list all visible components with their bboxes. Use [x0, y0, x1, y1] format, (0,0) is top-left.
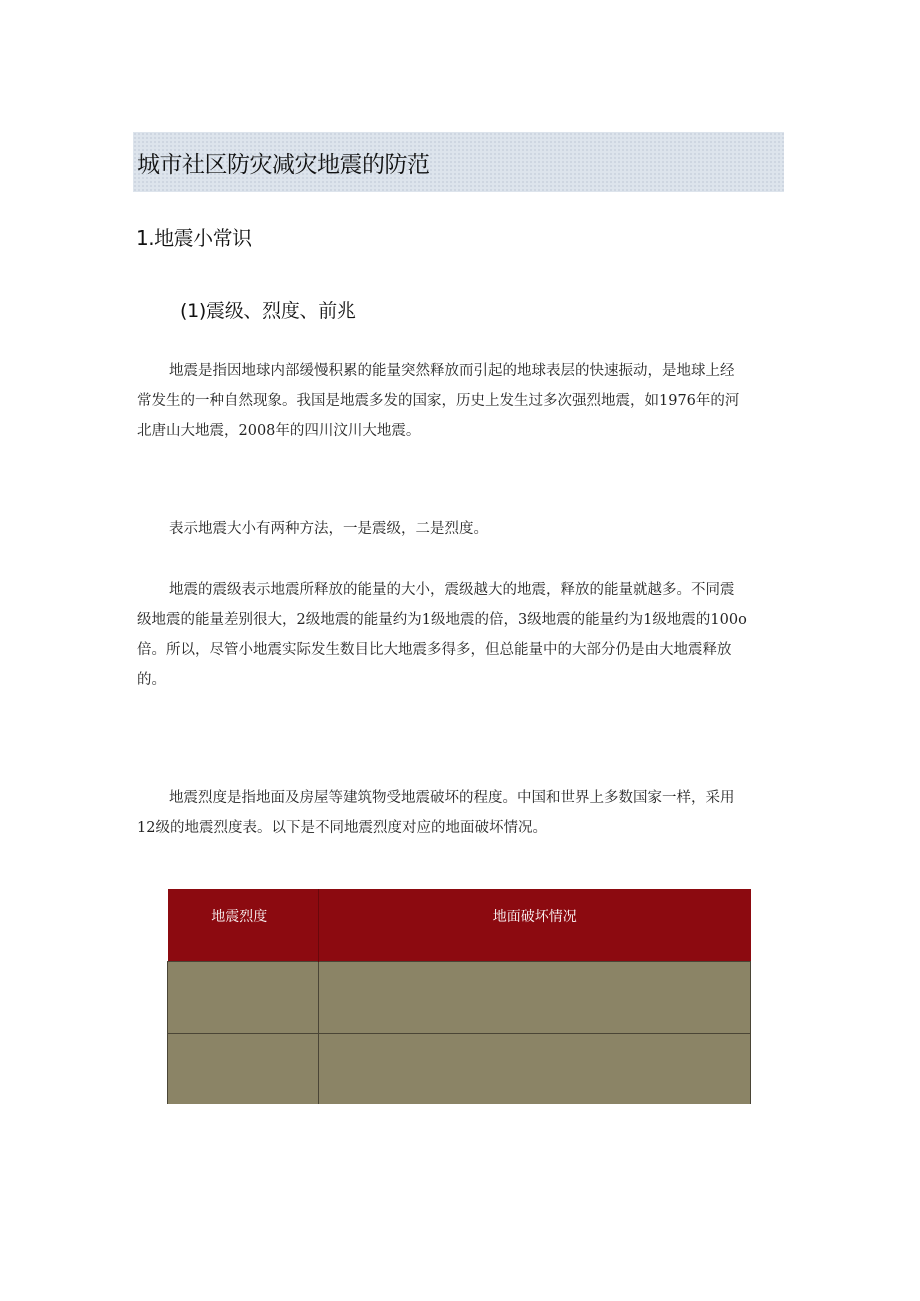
- paragraph-earthquake-definition: [137, 356, 780, 446]
- table-cell: [168, 961, 319, 1033]
- table-cell: [319, 961, 751, 1033]
- paragraph-line: 12级的地震烈度表。以下是不同地震烈度对应的地面破坏情况。: [137, 820, 547, 836]
- table-row: [168, 961, 751, 1033]
- paragraph-intensity: [137, 783, 780, 843]
- subsection-heading: (1)震级、烈度、前兆: [180, 300, 356, 322]
- table-header-damage: 地面破坏情况: [319, 889, 751, 961]
- table-cell: [319, 1033, 751, 1104]
- paragraph-line: 北唐山大地震，2008年的四川汶川大地震。: [137, 423, 421, 439]
- paragraph-line: 表示地震大小有两种方法，一是震级，二是烈度。: [169, 521, 488, 537]
- paragraph-line: 常发生的一种自然现象。我国是地震多发的国家，历史上发生过多次强烈地震，如1976年的河: [137, 393, 740, 409]
- table-cell: [168, 1033, 319, 1104]
- paragraph-line: 级地震的能量差别很大，2级地震的能量约为1级地震的倍，3级地震的能量约为1级地震的100o: [137, 612, 747, 628]
- section-heading: 1.地震小常识: [136, 226, 252, 250]
- paragraph-line: 地震烈度是指地面及房屋等建筑物受地震破坏的程度。中国和世界上多数国家一样，采用: [169, 790, 735, 806]
- paragraph-measure-methods: [137, 514, 780, 544]
- document-title: 城市社区防灾减灾地震的防范: [137, 151, 430, 178]
- paragraph-line: 地震是指因地球内部缓慢积累的能量突然释放而引起的地球表层的快速振动，是地球上经: [169, 363, 735, 379]
- table-row: [168, 1033, 751, 1104]
- table-header-intensity: 地震烈度: [168, 889, 319, 961]
- document-title-bar: [133, 132, 784, 192]
- intensity-table: [167, 889, 751, 1104]
- paragraph-line: 的。: [137, 672, 166, 688]
- paragraph-line: 倍。所以，尽管小地震实际发生数目比大地震多得多，但总能量中的大部分仍是由大地震释放: [137, 642, 732, 658]
- paragraph-magnitude: [137, 575, 780, 695]
- table-header-row: [168, 889, 751, 961]
- paragraph-line: 地震的震级表示地震所释放的能量的大小，震级越大的地震，释放的能量就越多。不同震: [169, 582, 735, 598]
